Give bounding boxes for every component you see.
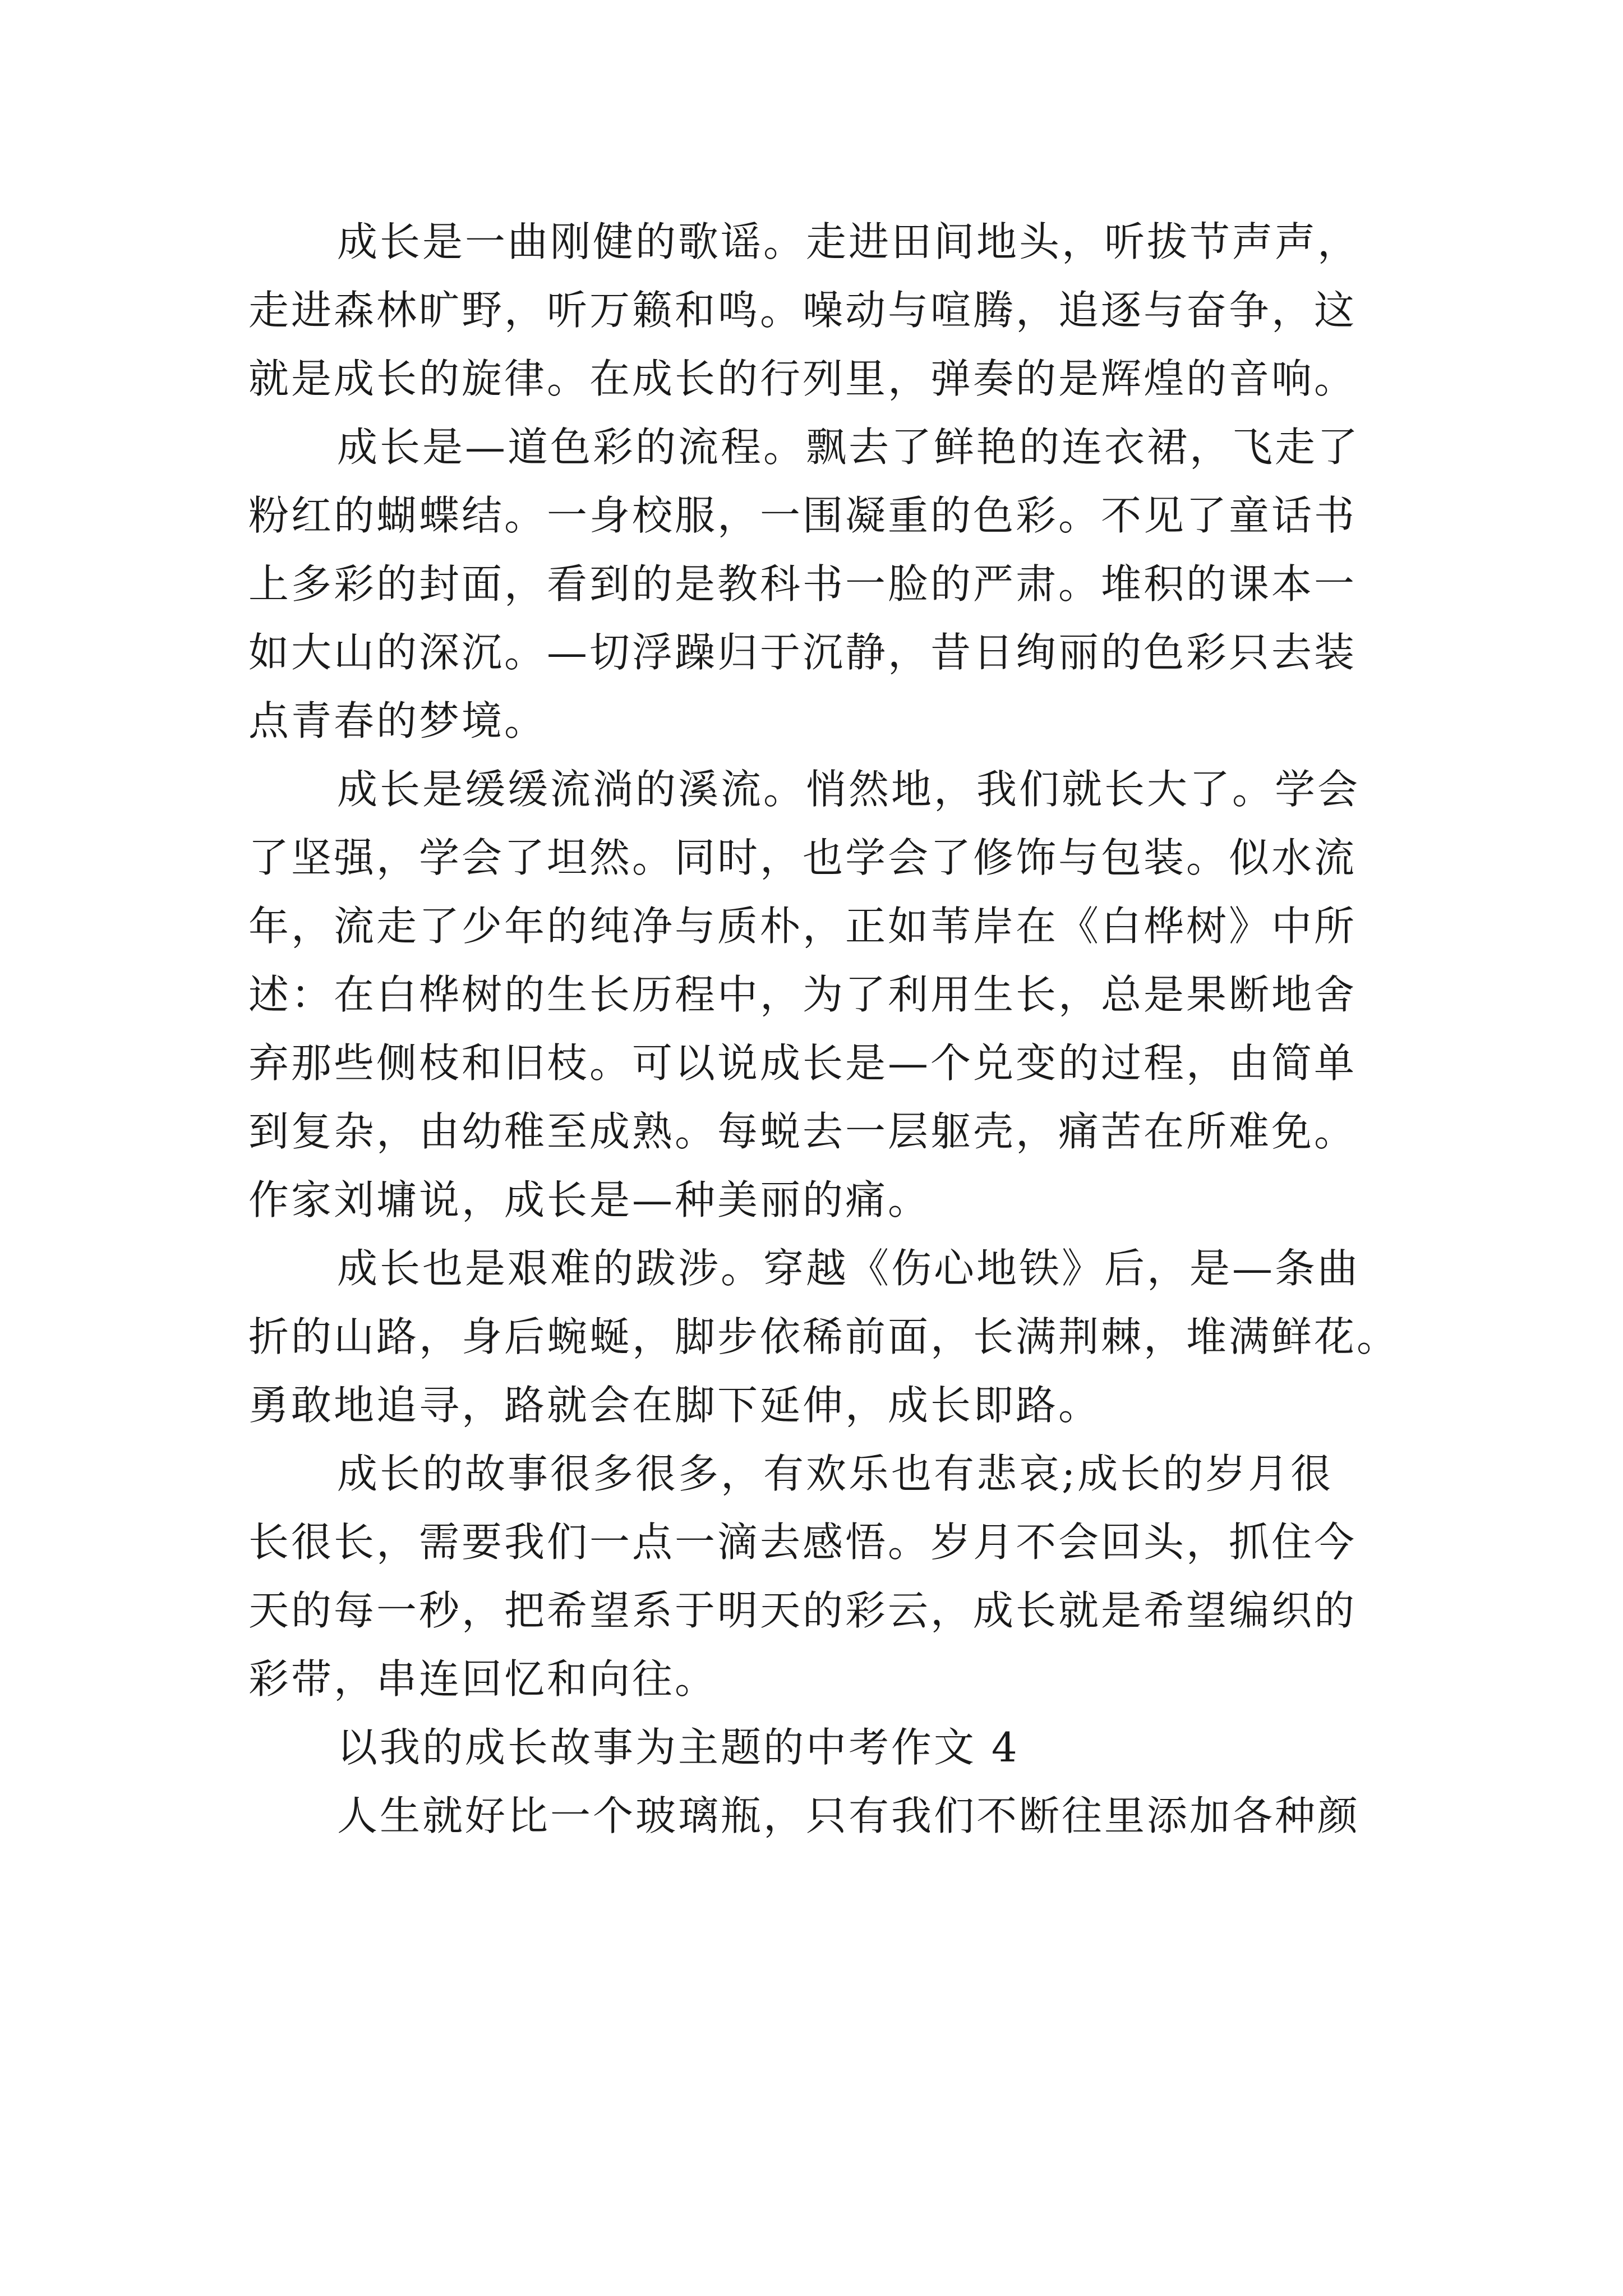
text-line: 彩带，串连回忆和向往。 bbox=[248, 1655, 718, 1703]
text-line: 成长也是艰难的跋涉。穿越《伤心地铁》后，是—条曲 bbox=[337, 1245, 1361, 1292]
text-line: 成长是—道色彩的流程。飘去了鲜艳的连衣裙，飞走了 bbox=[337, 424, 1361, 471]
text-line: 作家刘墉说，成长是—种美丽的痛。 bbox=[248, 1176, 931, 1223]
text-line: 到复杂，由幼稚至成熟。每蜕去一层躯壳，痛苦在所难免。 bbox=[248, 1108, 1357, 1155]
text-line: 年，流走了少年的纯净与质朴，正如苇岸在《白桦树》中所 bbox=[248, 903, 1357, 950]
text-line: 上多彩的封面，看到的是教科书一脸的严肃。堆积的课本一 bbox=[248, 560, 1357, 608]
text-line: 了坚强，学会了坦然。同时，也学会了修饰与包装。似水流 bbox=[248, 834, 1357, 881]
essay-text bbox=[248, 208, 1400, 1850]
text-line: 成长是缓缓流淌的溪流。悄然地，我们就长大了。学会 bbox=[337, 766, 1361, 813]
text-line: 走进森林旷野，听万籁和鸣。噪动与喧腾，追逐与奋争，这 bbox=[248, 287, 1357, 334]
text-line: 弃那些侧枝和旧枝。可以说成长是—个兑变的过程，由简单 bbox=[248, 1039, 1357, 1087]
text-line: 折的山路，身后蜿蜒，脚步依稀前面，长满荆棘，堆满鲜花。 bbox=[248, 1313, 1400, 1360]
text-line: 点青春的梦境。 bbox=[248, 697, 547, 744]
text-line: 成长是一曲刚健的歌谣。走进田间地头，听拔节声声， bbox=[337, 218, 1361, 265]
text-line: 人生就好比一个玻璃瓶，只有我们不断往里添加各种颜 bbox=[337, 1792, 1361, 1839]
text-line: 如大山的深沉。—切浮躁归于沉静，昔日绚丽的色彩只去装 bbox=[248, 629, 1357, 676]
text-line: 勇敢地追寻，路就会在脚下延伸，成长即路。 bbox=[248, 1382, 1101, 1429]
section-heading: 以我的成长故事为主题的中考作文 4 bbox=[337, 1724, 1020, 1771]
text-line: 就是成长的旋律。在成长的行列里，弹奏的是辉煌的音响。 bbox=[248, 355, 1357, 402]
text-line: 天的每一秒，把希望系于明天的彩云，成长就是希望编织的 bbox=[248, 1587, 1357, 1634]
text-line: 成长的故事很多很多，有欢乐也有悲哀;成长的岁月很 bbox=[337, 1450, 1334, 1497]
text-line: 述：在白桦树的生长历程中，为了利用生长，总是果断地舍 bbox=[248, 971, 1357, 1018]
text-line: 粉红的蝴蝶结。一身校服，一围凝重的色彩。不见了童话书 bbox=[248, 492, 1357, 539]
text-line: 长很长，需要我们一点一滴去感悟。岁月不会回头，抓住今 bbox=[248, 1519, 1357, 1566]
